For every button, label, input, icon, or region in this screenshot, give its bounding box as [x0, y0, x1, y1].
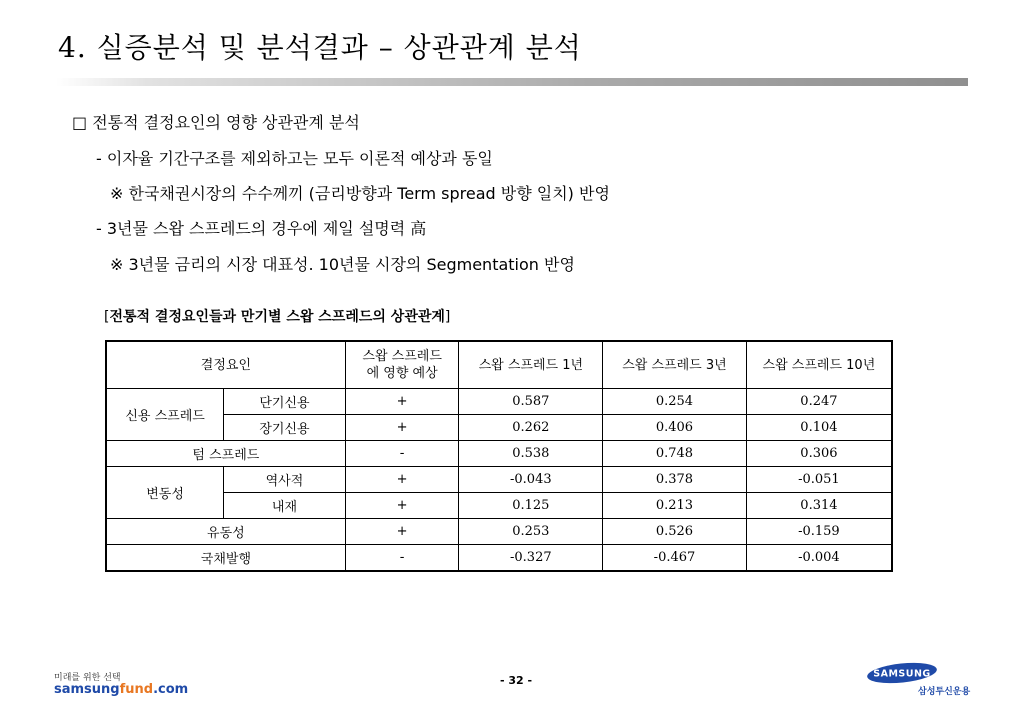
bullet-sub-1: - 이자율 기간구조를 제외하고는 모두 이론적 예상과 동일	[96, 149, 493, 168]
footer-domain-part1: samsung	[54, 682, 120, 697]
header-factor: 결정요인	[106, 341, 345, 389]
cell-3y: 0.748	[603, 441, 747, 467]
cell-1y: -0.327	[459, 545, 603, 572]
cell-1y: 0.587	[459, 389, 603, 415]
cell-1y: 0.125	[459, 493, 603, 519]
row-expected: -	[345, 545, 459, 572]
row-label: 단기신용	[224, 389, 346, 415]
row-label: 유동성	[106, 519, 345, 545]
bullet-note-1: ※ 한국채권시장의 수수께끼 (금리방향과 Term spread 방향 일치) 반영	[110, 184, 610, 203]
footer-tagline: 미래를 위한 선택	[54, 673, 121, 683]
bullet-main: □ 전통적 결정요인의 영향 상관관계 분석	[72, 113, 360, 132]
table-row	[106, 467, 892, 493]
table-header-row	[106, 341, 892, 389]
group-credit-spread: 신용 스프레드	[106, 389, 224, 441]
footer-site-logo	[54, 682, 188, 697]
header-10y: 스왑 스프레드 10년	[746, 341, 892, 389]
cell-1y: 0.253	[459, 519, 603, 545]
caption-text: 전통적 결정요인들과 만기별 스왑 스프레드의 상관관계	[109, 309, 445, 325]
table-row	[106, 441, 892, 467]
title-rule	[56, 78, 968, 86]
header-expected	[345, 341, 459, 389]
row-expected: +	[345, 467, 459, 493]
cell-1y: 0.538	[459, 441, 603, 467]
cell-10y: 0.306	[746, 441, 892, 467]
row-label: 텀 스프레드	[106, 441, 345, 467]
footer-domain-part3: .com	[153, 682, 189, 697]
header-expected-line1: 스왑 스프레드	[362, 349, 442, 364]
table-row	[106, 389, 892, 415]
row-expected: +	[345, 493, 459, 519]
cell-1y: 0.262	[459, 415, 603, 441]
table-row	[106, 545, 892, 572]
row-expected: -	[345, 441, 459, 467]
table-row	[106, 415, 892, 441]
header-3y: 스왑 스프레드 3년	[603, 341, 747, 389]
cell-10y: -0.004	[746, 545, 892, 572]
row-expected: +	[345, 519, 459, 545]
row-label: 내재	[224, 493, 346, 519]
samsung-logo	[866, 662, 938, 684]
caption-close-bracket: ]	[444, 309, 451, 325]
header-1y: 스왑 스프레드 1년	[459, 341, 603, 389]
page-title: 4. 실증분석 및 분석결과 – 상관관계 분석	[58, 31, 582, 64]
cell-10y: -0.159	[746, 519, 892, 545]
footer-domain-part2: fund	[119, 682, 154, 697]
cell-3y: 0.254	[603, 389, 747, 415]
cell-3y: 0.526	[603, 519, 747, 545]
row-expected: +	[345, 415, 459, 441]
cell-10y: -0.051	[746, 467, 892, 493]
cell-3y: 0.378	[603, 467, 747, 493]
correlation-table	[105, 340, 893, 572]
row-label: 장기신용	[224, 415, 346, 441]
cell-3y: 0.406	[603, 415, 747, 441]
cell-10y: 0.104	[746, 415, 892, 441]
cell-3y: 0.213	[603, 493, 747, 519]
page-number: - 32 -	[500, 674, 533, 687]
row-label: 국채발행	[106, 545, 345, 572]
row-expected: +	[345, 389, 459, 415]
cell-3y: -0.467	[603, 545, 747, 572]
table-row	[106, 493, 892, 519]
table-row	[106, 519, 892, 545]
bullet-sub-2: - 3년물 스왑 스프레드의 경우에 제일 설명력 高	[96, 219, 427, 238]
group-volatility: 변동성	[106, 467, 224, 519]
samsung-logo-text: SAMSUNG	[873, 668, 931, 680]
cell-10y: 0.314	[746, 493, 892, 519]
header-expected-line2: 에 영향 예상	[366, 366, 438, 381]
cell-10y: 0.247	[746, 389, 892, 415]
bullet-note-2: ※ 3년물 금리의 시장 대표성. 10년물 시장의 Segmentation 반영	[110, 255, 575, 274]
caption-open-bracket: [	[104, 309, 110, 325]
cell-1y: -0.043	[459, 467, 603, 493]
row-label: 역사적	[224, 467, 346, 493]
table-caption	[104, 306, 450, 326]
footer-company-name: 삼성투신운용	[918, 687, 971, 697]
